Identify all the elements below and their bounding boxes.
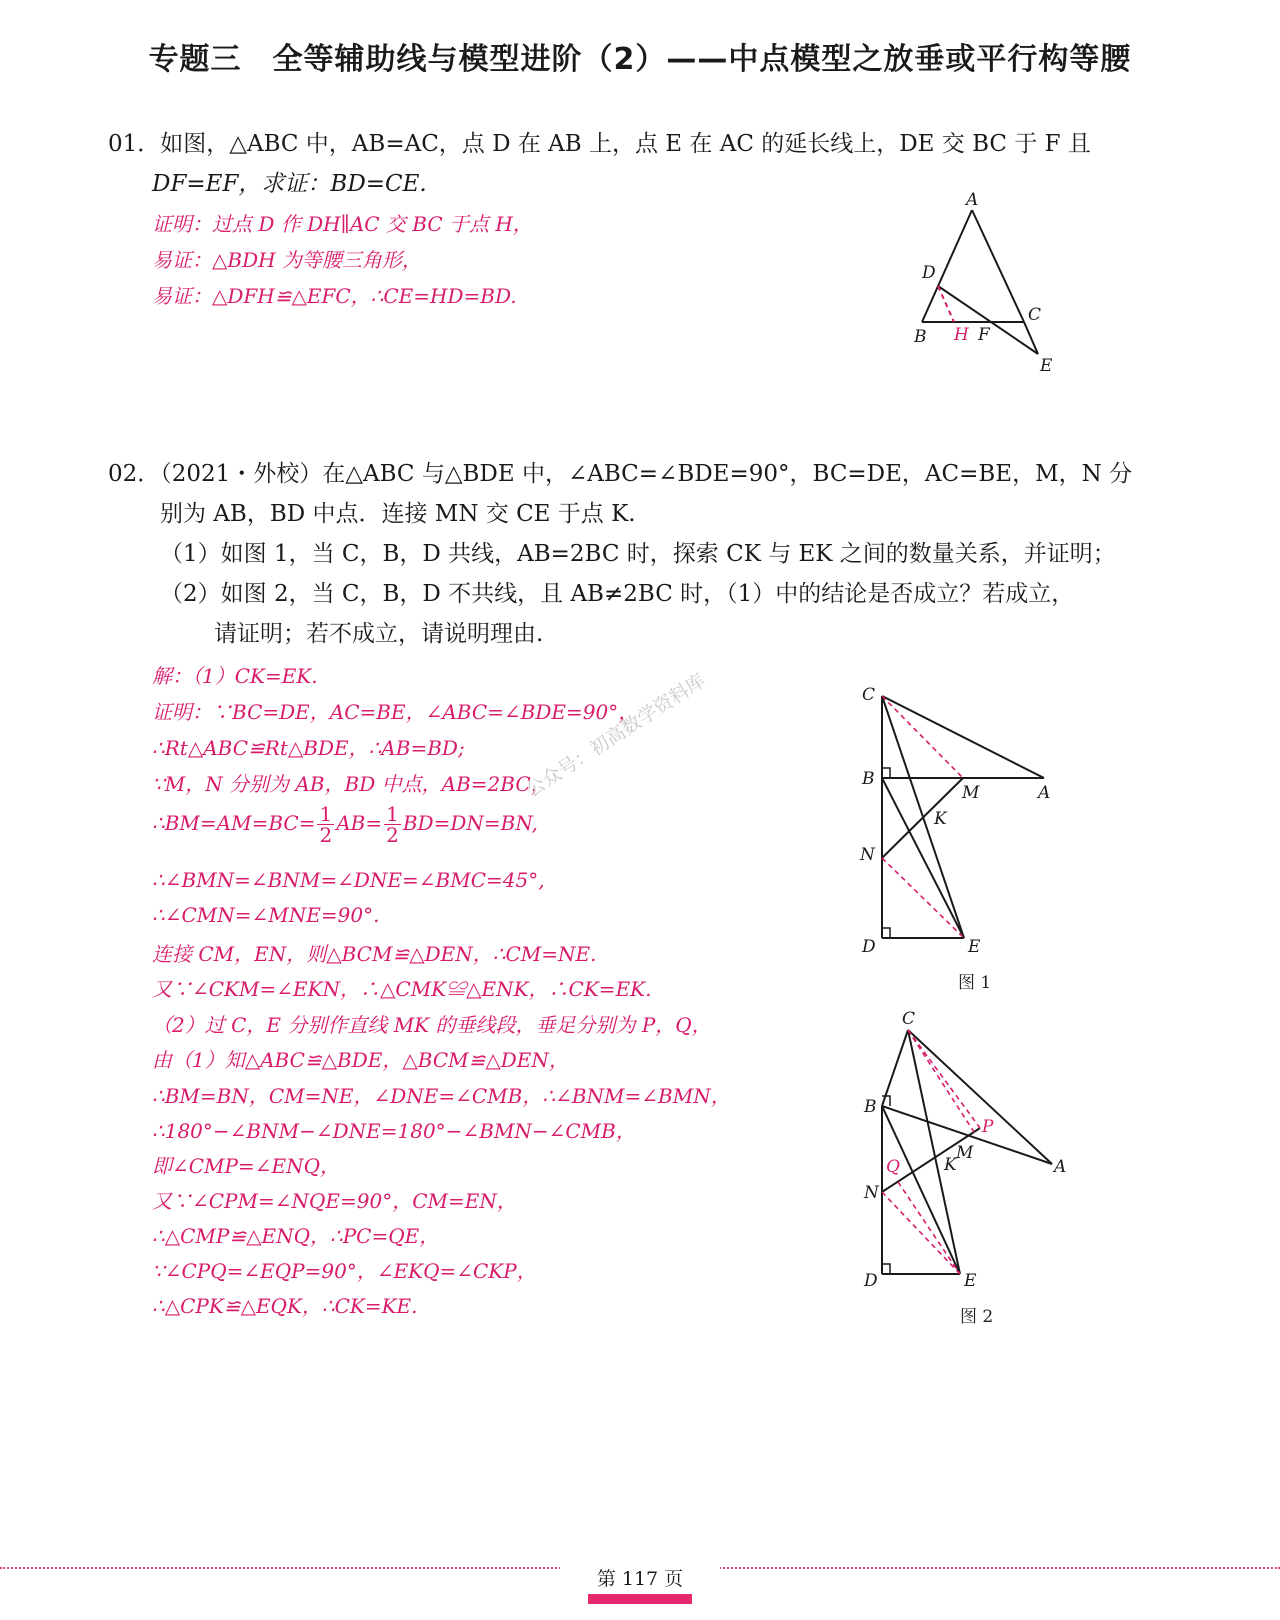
right-angle-d2 <box>882 1264 890 1274</box>
fig2-label-a: A <box>1054 1157 1067 1177</box>
page-title: 专题三 全等辅助线与模型进阶（2）——中点模型之放垂或平行构等腰 <box>148 42 1132 77</box>
q2-sol-line1: 解：（1）CK=EK. <box>152 664 318 688</box>
fraction-den-2: 2 <box>386 823 399 847</box>
q2-part1: （1）如图 1，当 C，B，D 共线，AB=2BC 时，探索 CK 与 EK 之间的数量关系，并证明； <box>160 541 1116 567</box>
label-e: E <box>1040 356 1053 376</box>
q1-solution-line1: 证明：过点 D 作 DH∥AC 交 BC 于点 H， <box>152 212 533 236</box>
q2-stem-line1: 02．（2021・外校）在△ABC 与△BDE 中，∠ABC=∠BDE=90°，BC=DE，AC=BE，M，N 分 <box>108 461 1133 487</box>
fig2-label-d: D <box>864 1271 878 1290</box>
fraction-half <box>317 804 334 845</box>
q2-sol-line5: ∴∠BMN=∠BNM=∠DNE=∠BMC=45°, <box>152 868 545 892</box>
fraction-num: 1 <box>319 802 333 826</box>
fig1-label-b: B <box>862 769 875 789</box>
frac-part-c: BD=DN=BN, <box>402 811 538 835</box>
label-c: C <box>1028 305 1042 325</box>
fig2-caption: 图 2 <box>960 1307 994 1327</box>
line-bc <box>882 1030 908 1106</box>
label-f: F <box>978 325 990 345</box>
q1-solution-line3: 易证：△DFH≌△EFC，∴CE=HD=BD. <box>152 284 517 308</box>
watermark: 公众号：初高数学资料库 <box>522 669 710 802</box>
fig1-label-n: N <box>860 845 875 865</box>
label-a: A <box>966 190 979 210</box>
q2-sol-line3: ∴Rt△ABC≌Rt△BDE，∴AB=BD; <box>152 736 465 760</box>
label-h: H <box>954 325 969 345</box>
dashed-ne2 <box>882 1192 960 1274</box>
q1-solution-line2: 易证：△BDH 为等腰三角形， <box>152 248 422 272</box>
q2-sol-line14: 又∵∠CPM=∠NQE=90°，CM=EN， <box>152 1189 517 1213</box>
fig2-label-n: N <box>864 1183 879 1203</box>
dashed-ne <box>882 858 964 938</box>
fig1-label-m: M <box>962 783 980 803</box>
q2-figure2 <box>850 1008 1080 1294</box>
q2-part2: （2）如图 2，当 C，B，D 不共线，且 AB≠2BC 时，（1）中的结论是否成立？若成立， <box>160 581 1075 607</box>
fig2-label-b: B <box>864 1097 877 1117</box>
q2-sol-line15: ∴△CMP≌△ENQ，∴PC=QE， <box>152 1224 440 1248</box>
q2-sol-line13: 即∠CMP=∠ENQ， <box>152 1154 341 1178</box>
page-number: 第 117 页 <box>560 1564 720 1591</box>
fig2-label-m: M <box>956 1143 974 1163</box>
fraction-den: 2 <box>319 823 333 847</box>
line-nm <box>882 778 963 858</box>
fig2-label-q: Q <box>886 1157 900 1177</box>
label-d: D <box>922 263 936 283</box>
q2-sol-line16: ∵∠CPQ=∠EQP=90°，∠EKQ=∠CKP， <box>152 1259 537 1283</box>
right-angle-b <box>882 768 890 778</box>
q2-stem-line2: 别为 AB，BD 中点．连接 MN 交 CE 于点 K. <box>160 501 636 527</box>
frac-part-b: AB= <box>336 811 383 835</box>
q2-sol-line9: （2）过 C，E 分别作直线 MK 的垂线段，垂足分别为 P，Q， <box>152 1013 712 1037</box>
q2-sol-line8: 又∵∠CKM=∠EKN，∴△CMK≌△ENK，∴CK=EK. <box>152 977 652 1001</box>
segment-ac <box>972 210 1024 322</box>
q2-figure1 <box>850 680 1070 964</box>
dashed-cm <box>882 696 963 778</box>
line-be <box>882 778 964 938</box>
q1-stem-line1: 01．如图，△ABC 中，AB=AC，点 D 在 AB 上，点 E 在 AC 的延长线上，DE 交 BC 于 F 且 <box>108 131 1091 157</box>
fig2-label-e: E <box>964 1271 977 1290</box>
q2-sol-line10: 由（1）知△ABC≌△BDE，△BCM≌△DEN， <box>152 1048 569 1072</box>
fig1-label-k: K <box>934 809 947 829</box>
q2-sol-line4: ∵M，N 分别为 AB，BD 中点，AB=2BC， <box>152 772 551 796</box>
line-be <box>882 1106 960 1274</box>
q2-sol-line11: ∴BM=BN，CM=NE，∠DNE=∠CMB，∴∠BNM=∠BMN， <box>152 1084 731 1108</box>
line-ce <box>908 1030 960 1274</box>
q2-sol-fraction-line <box>152 804 538 845</box>
fig1-label-a: A <box>1038 783 1051 803</box>
footer-accent-bar <box>588 1594 692 1604</box>
q2-sol-line7: 连接 CM，EN，则△BCM≌△DEN，∴CM=NE. <box>152 942 597 966</box>
q2-sol-line6: ∴∠CMN=∠MNE=90°. <box>152 903 380 927</box>
fig1-label-d: D <box>862 937 876 957</box>
line-mp <box>974 1128 980 1132</box>
fraction-half-2 <box>384 804 401 845</box>
q2-sol-line2: 证明：∵BC=DE，AC=BE，∠ABC=∠BDE=90°， <box>152 700 639 724</box>
fig1-caption: 图 1 <box>958 973 992 993</box>
q1-figure <box>900 188 1080 382</box>
fig2-label-k: K <box>944 1155 957 1175</box>
q2-sol-line12: ∴180°−∠BNM−∠DNE=180°−∠BMN−∠CMB， <box>152 1119 636 1143</box>
fig2-label-c: C <box>902 1009 916 1029</box>
label-b: B <box>914 327 927 347</box>
fig1-label-c: C <box>862 685 876 705</box>
fig1-label-e: E <box>968 937 981 957</box>
q2-sol-line17: ∴△CPK≌△EQK，∴CK=KE. <box>152 1294 418 1318</box>
fig2-label-p: P <box>982 1117 994 1137</box>
right-angle-d <box>882 928 890 938</box>
q2-part2-cont: 请证明；若不成立，请说明理由. <box>214 621 544 647</box>
q1-stem-line2: DF=EF，求证：BD=CE. <box>152 171 427 197</box>
line-ca <box>908 1030 1052 1164</box>
fraction-num-2: 1 <box>386 802 399 826</box>
frac-part-a: ∴BM=AM=BC= <box>152 811 316 835</box>
